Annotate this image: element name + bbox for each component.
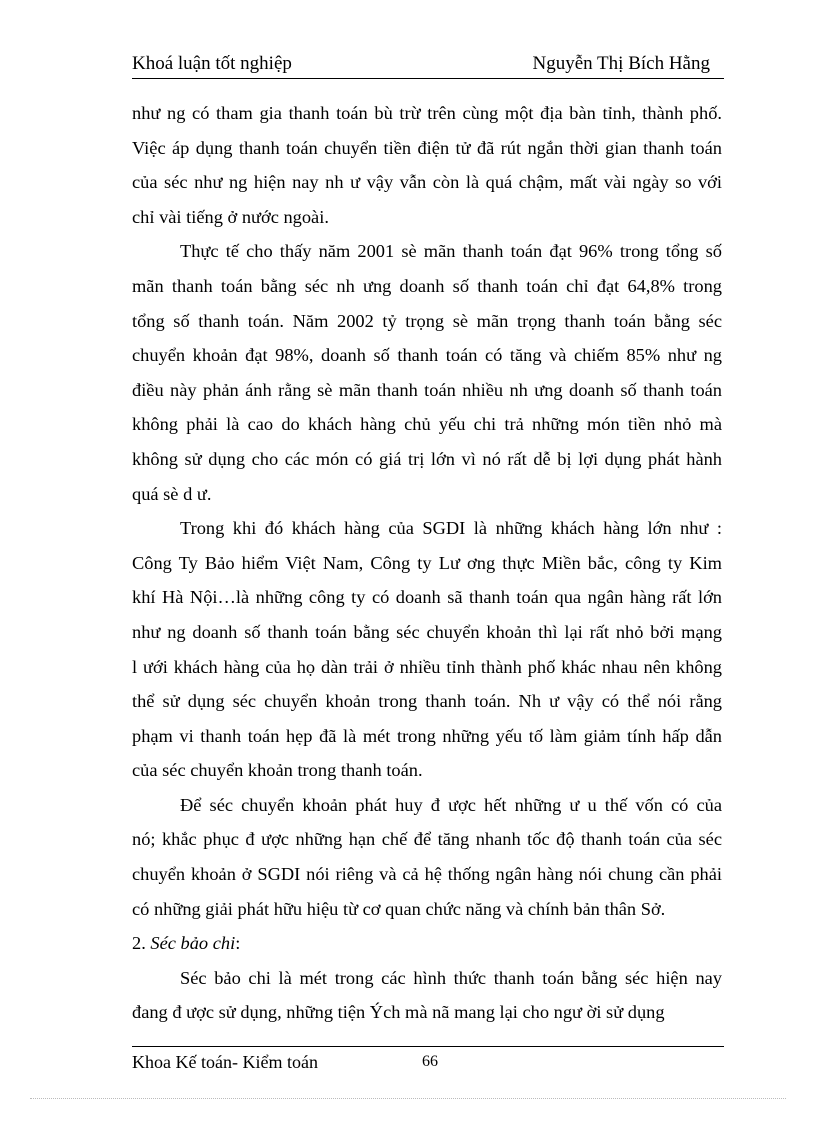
- page-footer: [132, 1046, 724, 1077]
- text-line: Công Ty Bảo hiểm Việt Nam, Công ty Lư ơng thực Miền bắc, công ty Kim: [132, 552, 722, 573]
- text-line: của séc như ng hiện nay nh ư vậy vẫn còn là quá chậm, mất vài ngày so với: [132, 172, 722, 193]
- text-line: có những giải phát hữu hiệu từ cơ quan chức năng và chính bản thân Sở.: [132, 898, 666, 919]
- page-header: [132, 50, 724, 79]
- text-line: nó; khắc phục đ ược những hạn chế để tăng nhanh tốc độ thanh toán của séc: [132, 829, 722, 850]
- footer-department: Khoa Kế toán- Kiểm toán: [132, 1052, 318, 1072]
- text-line: như ng có tham gia thanh toán bù trừ trên cùng một địa bàn tỉnh, thành phố.: [132, 103, 722, 123]
- text-line: khí Hà Nội…là những công ty có doanh sã thanh toán qua ngân hàng rất lớn: [132, 587, 722, 608]
- text-line: Thực tế cho thấy năm 2001 sè mãn thanh toán đạt 96% trong tổng số: [180, 241, 722, 262]
- section-heading: [132, 926, 722, 961]
- text-line: mãn thanh toán bằng séc nh ưng doanh số thanh toán chỉ đạt 64,8% trong: [132, 275, 722, 296]
- text-line: Việc áp dụng thanh toán chuyển tiền điện tử đã rút ngắn thời gian thanh toán: [132, 137, 722, 158]
- paragraph-5: [132, 961, 722, 1030]
- text-line: chuyển khoản ở SGDI nói riêng và cả hệ thống ngân hàng nói chung cần phải: [132, 864, 722, 885]
- paragraph-1: [132, 96, 722, 234]
- text-line: không phải là cao do khách hàng chủ yếu chi trả những món tiền nhỏ mà: [132, 414, 722, 435]
- paragraph-2: [132, 234, 722, 511]
- text-line: Séc bảo chi là mét trong các hình thức thanh toán bằng séc hiện nay: [180, 967, 722, 988]
- document-body: [132, 96, 722, 1030]
- text-line: như ng doanh số thanh toán bằng séc chuyển khoản thì lại rất nhỏ bởi mạng: [132, 621, 722, 642]
- page-number: 66: [422, 1053, 438, 1070]
- text-line: chuyển khoản đạt 98%, doanh số thanh toán có tăng và chiếm 85% như ng: [132, 345, 722, 366]
- text-line: Trong khi đó khách hàng của SGDI là những khách hàng lớn như :: [180, 518, 722, 539]
- text-line: phạm vi thanh toán hẹp đã là mét trong những yếu tố làm giảm tính hấp dẫn: [132, 725, 722, 746]
- section-number: 2.: [132, 933, 146, 954]
- header-thesis-title: Khoá luận tốt nghiệp: [132, 53, 292, 74]
- text-line: điều này phản ánh rằng sè mãn thanh toán nhiều nh ưng doanh số thanh toán: [132, 379, 722, 400]
- paragraph-4: [132, 788, 722, 926]
- page-bottom-divider: [30, 1098, 786, 1099]
- text-line: đang đ ược sử dụng, những tiện Ých mà nã mang lại cho ngư ời sử dụng: [132, 1002, 665, 1023]
- text-line: chỉ vài tiếng ở nước ngoài.: [132, 206, 329, 227]
- text-line: không sử dụng cho các món có giá trị lớn vì nó rất dễ bị lợi dụng phát hành: [132, 448, 722, 469]
- text-line: Để séc chuyển khoản phát huy đ ược hết những ư u thế vốn có của: [180, 794, 722, 815]
- section-title-suffix: :: [235, 933, 241, 954]
- header-author-name: Nguyễn Thị Bích Hằng: [532, 53, 710, 74]
- paragraph-3: [132, 511, 722, 788]
- text-line: thể sử dụng séc chuyển khoản trong thanh toán. Nh ư vậy có thể nói rằng: [132, 691, 722, 712]
- text-line: quá sè d ư.: [132, 483, 212, 504]
- section-title: Séc bảo chi: [150, 933, 236, 954]
- text-line: l ưới khách hàng của họ dàn trải ở nhiều tỉnh thành phố khác nhau nên không: [132, 656, 722, 677]
- text-line: của séc chuyển khoản trong thanh toán.: [132, 760, 423, 781]
- text-line: tổng số thanh toán. Năm 2002 tỷ trọng sè mãn trọng thanh toán bằng séc: [132, 310, 722, 331]
